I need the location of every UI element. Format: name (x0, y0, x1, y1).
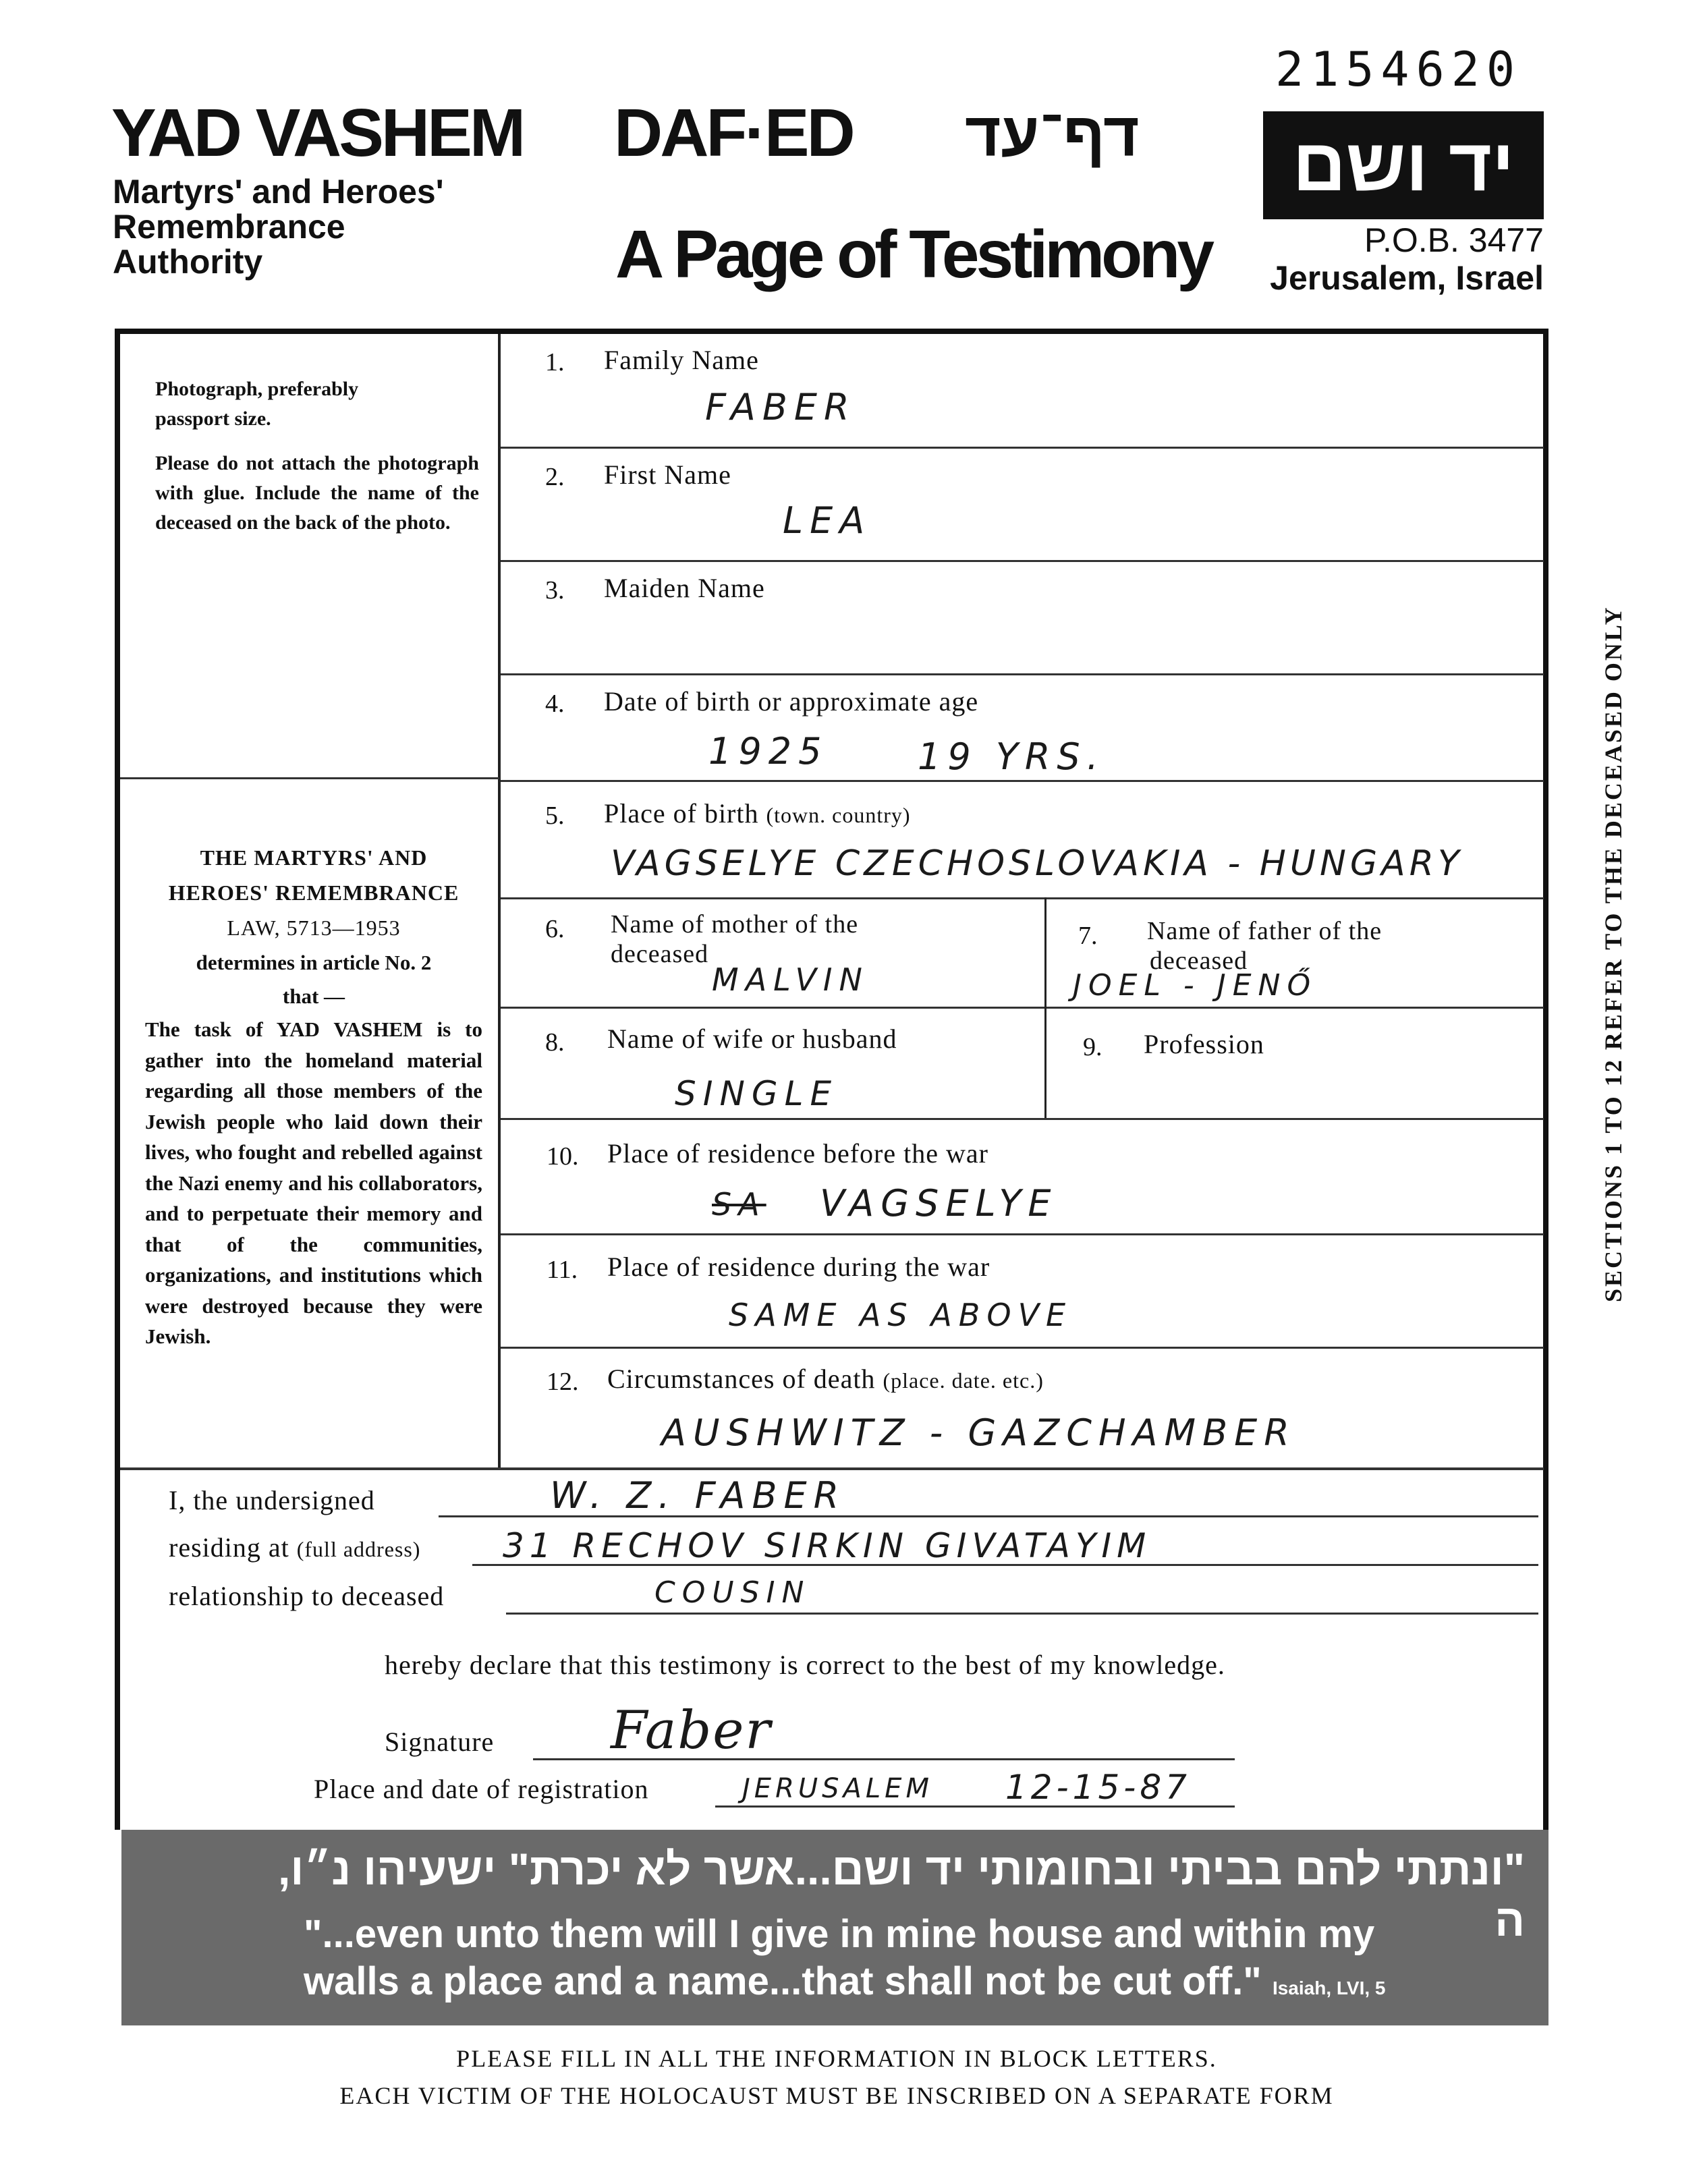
row-line-5 (501, 897, 1544, 899)
city: Jerusalem, Israel (1270, 259, 1544, 297)
field-1-value: FABER (705, 386, 856, 428)
side-note: SECTIONS 1 TO 12 REFER TO THE DECEASED ONLY (1600, 605, 1627, 1302)
org-subtitle-line2: Remembrance (113, 208, 345, 246)
field-10-number: 10. (547, 1142, 579, 1171)
daf-ed-title: DAF·ED (614, 95, 853, 171)
field-11-value: SAME AS ABOVE (729, 1297, 1073, 1333)
daf-ed-hebrew-title: דף־עד (965, 101, 1140, 169)
org-name: YAD VASHEM (111, 95, 524, 171)
residing-label (169, 1532, 420, 1563)
postal-address (1263, 221, 1544, 297)
law-heading-2: HEROES' REMEMBRANCE (168, 880, 459, 905)
field-3-number: 3. (545, 576, 565, 605)
law-heading-3: LAW, 5713—1953 (227, 916, 401, 940)
footer-line-1: PLEASE FILL IN ALL THE INFORMATION IN BLOCK LETTERS. (456, 2045, 1217, 2072)
relationship-label: relationship to deceased (169, 1581, 445, 1611)
field-12-label (607, 1363, 1044, 1395)
field-6-value: MALVIN (712, 961, 869, 998)
field-5-number: 5. (545, 802, 565, 830)
field-7-label-line2: deceased (1150, 947, 1248, 975)
field-1-label: Family Name (604, 345, 759, 375)
field-12-value: AUSHWITZ - GAZCHAMBER (661, 1411, 1296, 1454)
banner-citation: Isaiah, LVI, 5 (1272, 1978, 1386, 1998)
field-6-label-line1: Name of mother of the (611, 910, 859, 939)
photo-note-title: Photograph, preferably passport size. (155, 378, 359, 430)
law-body: The task of YAD VASHEM is to gather into the homeland material regarding all those members of the Jewish people who laid down their lives, who fought and rebelled against the Nazi enemy and his collaborators, and to perpetuate their memory and that of the communities, organizations, and institutions which were destroyed because they were Jewish. (145, 1017, 482, 1348)
field-4-label: Date of birth or approximate age (604, 686, 979, 717)
field-7-value: JOEL - JENŐ (1073, 968, 1318, 1003)
field-12-label-text: Circumstances of death (607, 1364, 876, 1394)
banner-english-line2-text: walls a place and a name...that shall not be cut off." (304, 1959, 1262, 2003)
field-5-label (604, 797, 911, 829)
row-line-4 (501, 780, 1544, 782)
banner-hebrew-quote: "ונתתי להם בביתי ובחומותי יד ושם...אשר לא יכרת" ישעיהו נ״ו, ה (278, 1844, 1525, 1945)
law-block (145, 840, 482, 1352)
left-column-divider (498, 334, 501, 1467)
declaration-statement: hereby declare that this testimony is correct to the best of my knowledge. (385, 1650, 1225, 1680)
banner-english-quote (304, 1911, 1386, 2012)
page-title: A Page of Testimony (615, 217, 1211, 292)
photo-box-bottom-line (120, 777, 499, 779)
field-2-number: 2. (545, 463, 565, 491)
declaration-top-line (120, 1467, 1544, 1470)
relationship-value: COUSIN (654, 1575, 811, 1610)
field-4-age: 19 YRS. (918, 735, 1105, 778)
registration-place: JERUSALEM (742, 1773, 933, 1804)
footer-line-2: EACH VICTIM OF THE HOLOCAUST MUST BE INSCRIBED ON A SEPARATE FORM (339, 2082, 1334, 2109)
field-11-number: 11. (547, 1256, 578, 1284)
field-12-hint: (place. date. etc.) (883, 1368, 1044, 1393)
field-7-label-line1: Name of father of the (1147, 917, 1383, 945)
row-line-6 (501, 1007, 1544, 1009)
org-subtitle-line3: Authority (113, 243, 263, 281)
signature-value: Faber (611, 1700, 772, 1761)
field-12-number: 12. (547, 1368, 579, 1396)
row-line-9 (501, 1347, 1544, 1349)
field-8-number: 8. (545, 1028, 565, 1057)
row-line-7 (501, 1118, 1544, 1120)
undersigned-label: I, the undersigned (169, 1485, 375, 1515)
form-number: 2154620 (1275, 42, 1522, 97)
place-date-label: Place and date of registration (314, 1774, 649, 1804)
photo-note (155, 374, 479, 538)
row-line-1 (501, 447, 1544, 449)
residing-hint: (full address) (296, 1537, 421, 1561)
relationship-line (506, 1613, 1538, 1615)
org-subtitle-line1: Martyrs' and Heroes' (113, 173, 444, 211)
field-10-label: Place of residence before the war (607, 1138, 988, 1169)
law-determines: determines in article No. 2 (196, 951, 432, 974)
field-9-number: 9. (1083, 1033, 1102, 1061)
residing-label-text: residing at (169, 1532, 289, 1563)
row-line-8 (501, 1233, 1544, 1235)
mid-divider (1044, 897, 1046, 1118)
photo-note-body: Please do not attach the photograph with glue. Include the name of the deceased on the back of the photo. (155, 452, 479, 534)
field-5-value: VAGSELYE CZECHOSLOVAKIA - HUNGARY (611, 843, 1463, 884)
residing-value: 31 RECHOV SIRKIN GIVATAYIM (503, 1526, 1152, 1565)
field-10-value: VAGSELYE (820, 1182, 1058, 1225)
quote-banner (121, 1830, 1548, 2025)
org-subtitle (113, 174, 444, 279)
field-1-number: 1. (545, 348, 565, 376)
field-4-birth-year: 1925 (708, 730, 829, 773)
law-heading-1: THE MARTYRS' AND (200, 845, 428, 870)
banner-english-line2 (304, 1958, 1386, 2012)
field-6-label (611, 909, 858, 969)
signature-label: Signature (385, 1727, 495, 1757)
registration-date: 12-15-87 (1005, 1768, 1191, 1807)
field-4-number: 4. (545, 690, 565, 718)
field-6-label-line2: deceased (611, 940, 709, 968)
law-that: that — (282, 984, 345, 1008)
banner-english-line1: "...even unto them will I give in mine house and within my (304, 1912, 1375, 1956)
yad-vashem-logo: יד ושם (1263, 111, 1544, 219)
field-7-number: 7. (1078, 922, 1098, 950)
field-8-label: Name of wife or husband (607, 1024, 897, 1054)
undersigned-value: W. Z. FABER (550, 1474, 846, 1517)
field-3-label: Maiden Name (604, 573, 765, 603)
po-box: P.O.B. 3477 (1364, 221, 1544, 259)
field-9-label: Profession (1144, 1029, 1264, 1059)
field-2-value: LEA (783, 499, 872, 542)
field-6-number: 6. (545, 915, 565, 943)
field-2-label: First Name (604, 459, 731, 490)
field-5-label-text: Place of birth (604, 798, 759, 829)
field-11-label: Place of residence during the war (607, 1252, 990, 1282)
row-line-3 (501, 673, 1544, 675)
field-8-value: SINGLE (675, 1074, 839, 1113)
field-7-label (1147, 916, 1382, 976)
field-10-strikethrough: SA (712, 1186, 766, 1223)
row-line-2 (501, 560, 1544, 562)
field-5-hint: (town. country) (766, 803, 911, 827)
